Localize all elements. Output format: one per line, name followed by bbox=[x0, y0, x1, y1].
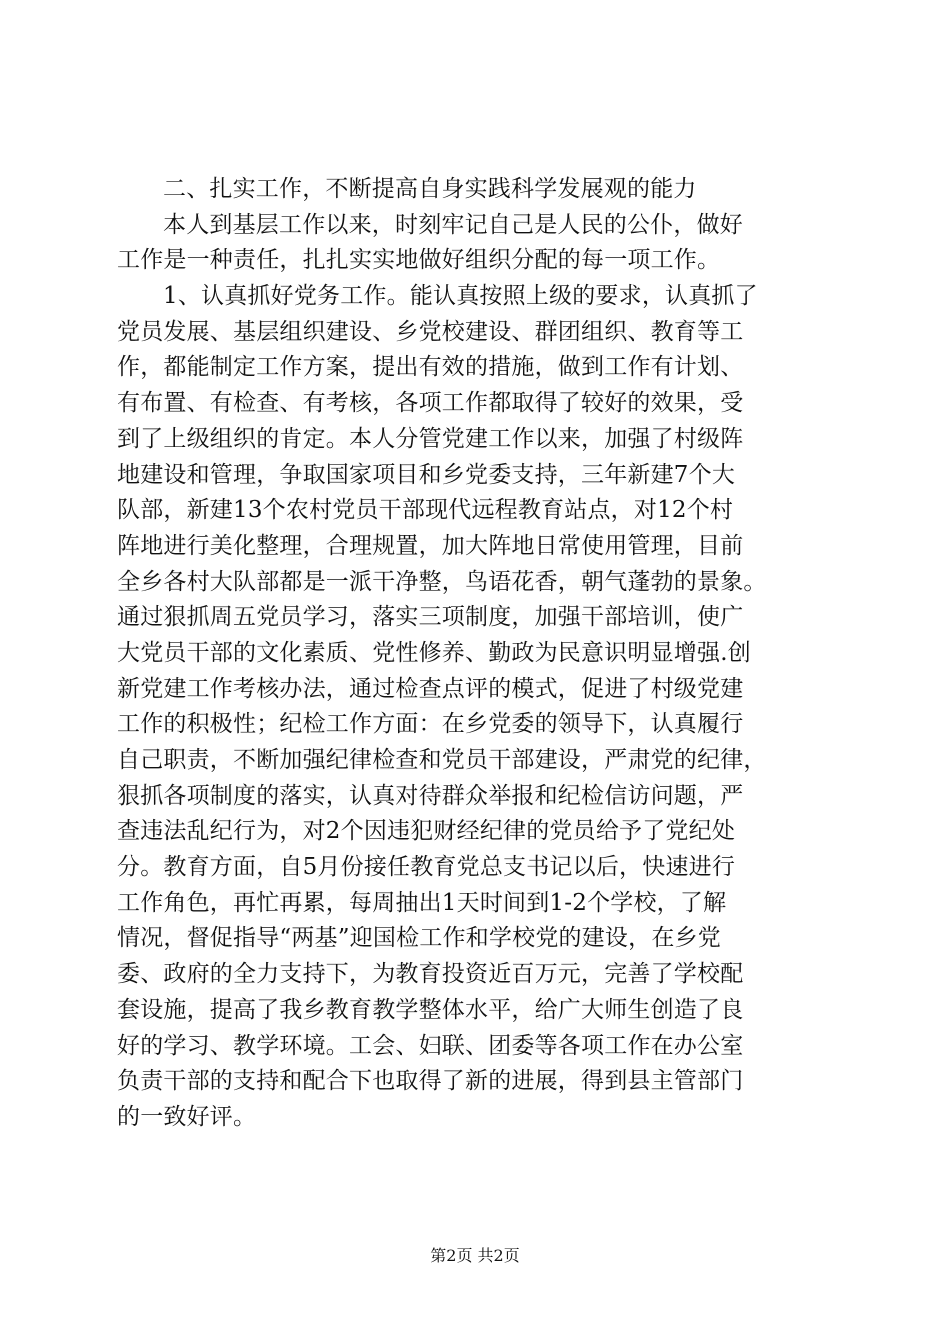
paragraph-line: 大党员干部的文化素质、党性修养、勤政为民意识明显增强.创 bbox=[117, 639, 751, 666]
paragraph-line: 全乡各村大队部都是一派干净整，鸟语花香，朝气蓬勃的景象。 bbox=[117, 568, 767, 595]
paragraph-line: 查违法乱纪行为，对2个因违犯财经纪律的党员给予了党纪处 bbox=[117, 818, 736, 845]
paragraph-line: 工作是一种责任，扎扎实实地做好组织分配的每一项工作。 bbox=[117, 247, 721, 274]
paragraph-line: 的一致好评。 bbox=[117, 1103, 257, 1130]
document-body bbox=[117, 172, 857, 1136]
paragraph-line: 通过狠抓周五党员学习，落实三项制度，加强干部培训，使广 bbox=[117, 604, 744, 631]
paragraph-line: 作，都能制定工作方案，提出有效的措施，做到工作有计划、 bbox=[117, 354, 744, 381]
paragraph-line: 工作角色，再忙再累，每周抽出1天时间到1-2个学校，了解 bbox=[117, 889, 727, 916]
paragraph-line: 分。教育方面，自5月份接任教育党总支书记以后，快速进行 bbox=[117, 854, 736, 881]
paragraph-line: 到了上级组织的肯定。本人分管党建工作以来，加强了村级阵 bbox=[117, 425, 744, 452]
paragraph-line: 地建设和管理，争取国家项目和乡党委支持，三年新建7个大 bbox=[117, 461, 736, 488]
paragraph-line: 党员发展、基层组织建设、乡党校建设、群团组织、教育等工 bbox=[117, 318, 744, 345]
paragraph-line: 队部，新建13个农村党员干部现代远程教育站点，对12个村 bbox=[117, 497, 734, 524]
paragraph-line: 自己职责，不断加强纪律检查和党员干部建设，严肃党的纪律， bbox=[117, 747, 767, 773]
paragraph-line: 套设施，提高了我乡教育教学整体水平，给广大师生创造了良 bbox=[117, 996, 744, 1023]
paragraph-line: 狠抓各项制度的落实，认真对待群众举报和纪检信访问题，严 bbox=[117, 782, 744, 809]
page-footer bbox=[0, 1246, 950, 1266]
paragraph-line: 好的学习、教学环境。工会、妇联、团委等各项工作在办公室 bbox=[117, 1032, 744, 1059]
section-heading: 二、扎实工作，不断提高自身实践科学发展观的能力 bbox=[163, 176, 697, 202]
paragraph-line: 工作的积极性；纪检工作方面：在乡党委的领导下，认真履行 bbox=[117, 711, 744, 738]
page-number-label: 第2页 共2页 bbox=[430, 1246, 520, 1265]
paragraph-line: 新党建工作考核办法，通过检查点评的模式，促进了村级党建 bbox=[117, 675, 744, 702]
paragraph-line: 1、认真抓好党务工作。能认真按照上级的要求，认真抓了 bbox=[163, 283, 758, 310]
paragraph-line: 负责干部的支持和配合下也取得了新的进展，得到县主管部门 bbox=[117, 1068, 744, 1095]
paragraph-line: 委、政府的全力支持下，为教育投资近百万元，完善了学校配 bbox=[117, 961, 744, 988]
paragraph-line: 有布置、有检查、有考核，各项工作都取得了较好的效果，受 bbox=[117, 390, 744, 417]
paragraph-line: 本人到基层工作以来，时刻牢记自己是人民的公仆，做好 bbox=[163, 211, 743, 238]
paragraph-line: 情况，督促指导“两基”迎国检工作和学校党的建设，在乡党 bbox=[117, 925, 721, 952]
paragraph-line: 阵地进行美化整理，合理规置，加大阵地日常使用管理，目前 bbox=[117, 532, 744, 559]
